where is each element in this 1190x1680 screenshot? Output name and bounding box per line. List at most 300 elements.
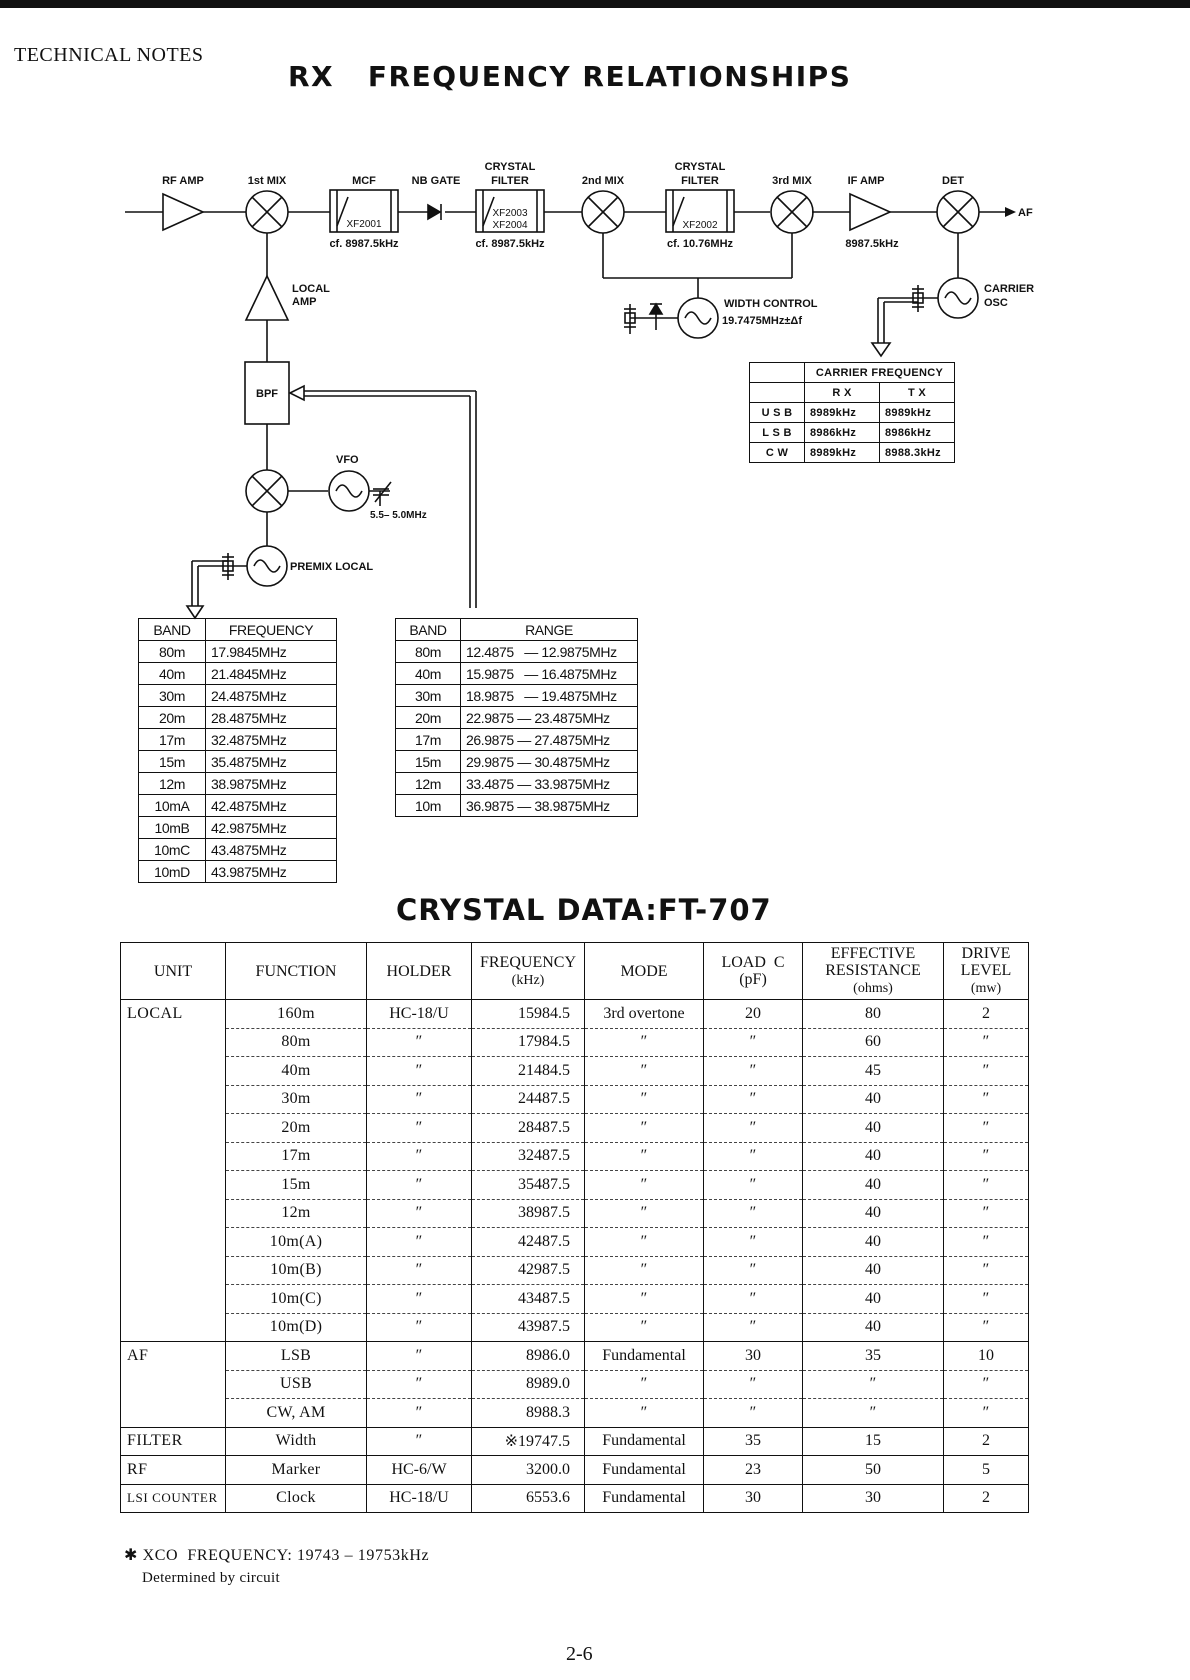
cell-holder: ″ [367,1370,472,1399]
cell-mode: ″ [585,1370,704,1399]
cell-holder: ″ [367,1057,472,1086]
premix-freq: 43.4875MHz [206,839,337,861]
table-row [396,729,638,751]
cell-mode: ″ [585,1057,704,1086]
cell-function: 15m [226,1171,367,1200]
table-row [139,685,337,707]
cell-mode: ″ [585,1256,704,1285]
premix-band: 12m [139,773,206,795]
cell-load: ″ [704,1028,803,1057]
carrier-mode: U S B [750,403,805,423]
table-row [396,663,638,685]
cell-res: 45 [803,1057,944,1086]
top-border [0,0,1190,8]
col-drive-label-2: LEVEL [960,962,1012,979]
col-load [704,943,803,1000]
premix-freq: 35.4875MHz [206,751,337,773]
cell-function: USB [226,1370,367,1399]
rf-amp-symbol [163,194,203,230]
cell-mode: ″ [585,1085,704,1114]
col-load-unit: (pF) [739,971,767,988]
table-row [396,685,638,707]
carrier-table-corner-2 [750,383,805,403]
col-function [226,943,367,1000]
cell-unit-label: LSI COUNTER [127,1490,218,1506]
cell-freq: 42987.5 [472,1256,585,1285]
premix-freq: 21.4845MHz [206,663,337,685]
nb-gate-diode [428,205,440,219]
cell-drive: ″ [944,1285,1029,1314]
col-unit-label: UNIT [153,962,193,980]
premix-freq: 42.4875MHz [206,795,337,817]
cell-function: 160m [226,1000,367,1029]
label-carrier-osc-l1: CARRIER [984,283,1035,295]
label-mcf-cf: cf. 8987.5kHz [329,238,399,250]
bpf-range: 18.9875 — 19.4875MHz [461,685,638,707]
cell-res: 60 [803,1028,944,1057]
premix-band: 10mA [139,795,206,817]
col-resistance [803,943,944,1000]
label-local-amp-l2: AMP [292,296,317,308]
col-mode [585,943,704,1000]
cell-drive: ″ [944,1057,1029,1086]
section-label: TECHNICAL NOTES [14,44,204,66]
cell-load: ″ [704,1057,803,1086]
col-resistance-label-2: RESISTANCE [825,962,921,979]
cell-holder: ″ [367,1028,472,1057]
cell-drive: ″ [944,1199,1029,1228]
cell-unit: RF [121,1456,226,1485]
cell-unit [121,1028,226,1057]
cell-unit [121,1085,226,1114]
cell-holder: ″ [367,1142,472,1171]
cell-mode: ″ [585,1313,704,1342]
cell-function: Width [226,1427,367,1456]
table-row [121,1427,1029,1456]
label-crystal-filter-2-l1: CRYSTAL [674,161,726,173]
cell-holder: HC-18/U [367,1000,472,1029]
table-row [139,729,337,751]
cell-drive: ″ [944,1028,1029,1057]
col-unit [121,943,226,1000]
label-crystal-filter-2-part: XF2002 [682,220,718,231]
page-number: 2-6 [566,1643,593,1665]
table-row [139,663,337,685]
premix-col-frequency: FREQUENCY [206,619,337,641]
cell-freq: 42487.5 [472,1228,585,1257]
carrier-frequency-table [749,362,955,463]
cell-res: ″ [803,1399,944,1428]
cell-mode: Fundamental [585,1456,704,1485]
premix-band: 40m [139,663,206,685]
cell-unit [121,1399,226,1428]
cell-freq: 21484.5 [472,1057,585,1086]
col-drive-label-1: DRIVE [961,945,1011,962]
cell-drive: 5 [944,1456,1029,1485]
cell-freq: 8988.3 [472,1399,585,1428]
cell-unit: AF [121,1342,226,1371]
premix-col-band: BAND [139,619,206,641]
table-row [121,1456,1029,1485]
col-load-label: LOAD C [721,954,785,971]
if-amp-symbol [850,194,890,230]
cell-function: LSB [226,1342,367,1371]
cell-res: ″ [803,1370,944,1399]
premix-freq: 43.9875MHz [206,861,337,883]
label-crystal-filter-1-l1: CRYSTAL [484,161,536,173]
cell-unit: LOCAL [121,1000,226,1029]
label-crystal-filter-2-cf: cf. 10.76MHz [666,238,734,250]
bpf-range: 12.4875 — 12.9875MHz [461,641,638,663]
premix-band: 15m [139,751,206,773]
cell-drive: ″ [944,1228,1029,1257]
footnote-xco: ✱ XCO FREQUENCY: 19743 – 19753kHz [124,1547,430,1564]
bpf-band: 30m [396,685,461,707]
cell-drive: ″ [944,1171,1029,1200]
cell-mode: ″ [585,1228,704,1257]
bpf-range: 26.9875 — 27.4875MHz [461,729,638,751]
label-3rd-mix: 3rd MIX [772,175,812,187]
cell-freq: 17984.5 [472,1028,585,1057]
label-premix-local: PREMIX LOCAL [290,561,374,573]
table-row [396,795,638,817]
cell-function: 30m [226,1085,367,1114]
cell-freq: 38987.5 [472,1199,585,1228]
cell-load: ″ [704,1199,803,1228]
label-crystal-filter-1-cf: cf. 8987.5kHz [475,238,545,250]
cell-freq: 8989.0 [472,1370,585,1399]
cell-load: 23 [704,1456,803,1485]
premix-band: 10mB [139,817,206,839]
bpf-range-table [395,618,638,817]
table-row [139,641,337,663]
col-drive [944,943,1029,1000]
premix-band: 10mD [139,861,206,883]
cell-freq: 28487.5 [472,1114,585,1143]
table-row [121,1313,1029,1342]
carrier-mode: L S B [750,423,805,443]
carrier-table-corner [750,363,805,383]
cell-mode: ″ [585,1199,704,1228]
cell-res: 40 [803,1228,944,1257]
bpf-band: 17m [396,729,461,751]
cell-load: ″ [704,1114,803,1143]
cell-drive: 10 [944,1342,1029,1371]
cell-holder: ″ [367,1285,472,1314]
cell-drive: ″ [944,1114,1029,1143]
carrier-rx: 8986kHz [805,423,880,443]
bpf-col-range: RANGE [461,619,638,641]
label-1st-mix: 1st MIX [247,175,287,187]
label-vfo: VFO [336,454,359,466]
col-resistance-label-1: EFFECTIVE [830,945,916,962]
footnote-determined: Determined by circuit [142,1570,280,1586]
cell-holder: ″ [367,1085,472,1114]
cell-drive: ″ [944,1142,1029,1171]
table-row [139,795,337,817]
table-row [139,839,337,861]
cell-mode: ″ [585,1028,704,1057]
cell-holder: HC-18/U [367,1484,472,1513]
premix-freq: 38.9875MHz [206,773,337,795]
carrier-rx: 8989kHz [805,443,880,463]
label-mcf-part: XF2001 [346,219,382,230]
carrier-mode: C W [750,443,805,463]
bpf-range: 15.9875 — 16.4875MHz [461,663,638,685]
premix-freq: 28.4875MHz [206,707,337,729]
col-mode-label: MODE [620,962,668,980]
carrier-table-title: CARRIER FREQUENCY [805,363,955,383]
cell-drive: ″ [944,1399,1029,1428]
bpf-range: 36.9875 — 38.9875MHz [461,795,638,817]
cell-load: ″ [704,1285,803,1314]
cell-holder: ″ [367,1313,472,1342]
table-row [750,443,955,463]
cell-load: ″ [704,1085,803,1114]
cell-freq: 8986.0 [472,1342,585,1371]
table-row [396,641,638,663]
cell-holder: ″ [367,1199,472,1228]
label-width-freq: 19.7475MHz±Δf [722,315,802,327]
premix-band: 17m [139,729,206,751]
cell-freq: 32487.5 [472,1142,585,1171]
cell-mode: ″ [585,1114,704,1143]
cell-function: 10m(D) [226,1313,367,1342]
col-function-label: FUNCTION [255,962,337,980]
label-crystal-filter-1-part1: XF2003 [492,208,528,219]
bpf-band: 10m [396,795,461,817]
cell-drive: 2 [944,1000,1029,1029]
label-bpf: BPF [256,388,278,400]
cell-res: 40 [803,1285,944,1314]
table-row [750,403,955,423]
cell-drive: 2 [944,1484,1029,1513]
cell-freq: 24487.5 [472,1085,585,1114]
label-2nd-mix: 2nd MIX [581,175,625,187]
col-holder-label: HOLDER [386,962,452,980]
table-row [139,861,337,883]
bpf-band: 20m [396,707,461,729]
table-row [750,423,955,443]
cell-holder: ″ [367,1228,472,1257]
cell-mode: ″ [585,1399,704,1428]
cell-load: 35 [704,1427,803,1456]
table-row [139,751,337,773]
cell-unit [121,1142,226,1171]
label-mcf: MCF [352,175,376,187]
cell-mode: 3rd overtone [585,1000,704,1029]
bpf-band: 15m [396,751,461,773]
table-row [121,1142,1029,1171]
table-row [121,1085,1029,1114]
cell-mode: ″ [585,1285,704,1314]
label-vfo-range: 5.5– 5.0MHz [370,510,427,521]
cell-function: 10m(C) [226,1285,367,1314]
cell-res: 15 [803,1427,944,1456]
local-amp-symbol [246,276,288,320]
cell-freq: 43487.5 [472,1285,585,1314]
table-row [121,1199,1029,1228]
cell-function: Clock [226,1484,367,1513]
cell-mode: ″ [585,1171,704,1200]
label-local-amp-l1: LOCAL [292,283,330,295]
cell-unit: FILTER [121,1427,226,1456]
cell-res: 40 [803,1313,944,1342]
table-row [139,773,337,795]
cell-holder: ″ [367,1171,472,1200]
cell-mode: Fundamental [585,1427,704,1456]
premix-band: 20m [139,707,206,729]
cell-freq: 43987.5 [472,1313,585,1342]
cell-freq: 6553.6 [472,1484,585,1513]
label-crystal-filter-1-part2: XF2004 [492,220,528,231]
carrier-tx: 8988.3kHz [880,443,955,463]
cell-function: 80m [226,1028,367,1057]
cell-function: 10m(A) [226,1228,367,1257]
cell-load: ″ [704,1171,803,1200]
table-row [121,1484,1029,1513]
table-row [121,1000,1029,1029]
label-if-amp: IF AMP [847,175,885,187]
carrier-table-col-tx: T X [880,383,955,403]
label-crystal-filter-1-l2: FILTER [491,175,529,187]
cell-function: 17m [226,1142,367,1171]
table-row [139,707,337,729]
label-nb-gate: NB GATE [411,175,461,187]
cell-mode: ″ [585,1142,704,1171]
cell-res: 80 [803,1000,944,1029]
label-af: AF [1018,207,1033,219]
carrier-rx: 8989kHz [805,403,880,423]
cell-drive: 2 [944,1427,1029,1456]
cell-load: 20 [704,1000,803,1029]
col-frequency-label: FREQUENCY [479,953,576,971]
cell-load: ″ [704,1399,803,1428]
carrier-table-col-rx: R X [805,383,880,403]
table-row [121,1342,1029,1371]
cell-unit [121,1484,226,1513]
cell-function: CW, AM [226,1399,367,1428]
premix-freq: 24.4875MHz [206,685,337,707]
bpf-range: 29.9875 — 30.4875MHz [461,751,638,773]
col-holder [367,943,472,1000]
carrier-tx: 8989kHz [880,403,955,423]
crystal-data-table [120,942,1029,1513]
cell-res: 40 [803,1142,944,1171]
cell-drive: ″ [944,1256,1029,1285]
cell-holder: ″ [367,1399,472,1428]
cell-mode: Fundamental [585,1484,704,1513]
cell-unit [121,1114,226,1143]
cell-unit [121,1285,226,1314]
page-title: RX FREQUENCY RELATIONSHIPS [288,60,852,93]
cell-res: 40 [803,1085,944,1114]
cell-unit [121,1370,226,1399]
cell-load: 30 [704,1342,803,1371]
table-row [121,1028,1029,1057]
block-diagram [0,140,1190,620]
premix-band: 80m [139,641,206,663]
cell-function: 12m [226,1199,367,1228]
cell-freq: 35487.5 [472,1171,585,1200]
label-width-control: WIDTH CONTROL [724,298,818,310]
cell-holder: ″ [367,1114,472,1143]
cell-load: ″ [704,1370,803,1399]
premix-freq: 32.4875MHz [206,729,337,751]
table-row [121,1114,1029,1143]
bpf-col-band: BAND [396,619,461,641]
carrier-tx: 8986kHz [880,423,955,443]
cell-load: ″ [704,1228,803,1257]
cell-res: 30 [803,1484,944,1513]
label-carrier-osc-l2: OSC [984,297,1008,309]
col-drive-unit: (mw) [970,981,1002,996]
premix-freq: 17.9845MHz [206,641,337,663]
cell-drive: ″ [944,1370,1029,1399]
cell-load: ″ [704,1313,803,1342]
cell-res: 40 [803,1171,944,1200]
table-row [396,773,638,795]
label-det: DET [942,175,964,187]
cell-load: ″ [704,1142,803,1171]
cell-holder: ″ [367,1427,472,1456]
cell-res: 40 [803,1199,944,1228]
premix-band: 30m [139,685,206,707]
bpf-range: 22.9875 — 23.4875MHz [461,707,638,729]
cell-unit [121,1256,226,1285]
premix-frequency-table [138,618,337,883]
table-row [396,707,638,729]
table-row [121,1228,1029,1257]
cell-res: 40 [803,1114,944,1143]
bpf-band: 40m [396,663,461,685]
table-row [121,1285,1029,1314]
table-row [121,1057,1029,1086]
cell-holder: HC-6/W [367,1456,472,1485]
cell-unit [121,1057,226,1086]
cell-function: 20m [226,1114,367,1143]
crystal-data-title: CRYSTAL DATA:FT-707 [396,893,772,927]
bpf-band: 12m [396,773,461,795]
cell-holder: ″ [367,1256,472,1285]
label-crystal-filter-2-l2: FILTER [681,175,719,187]
table-row [121,1171,1029,1200]
bpf-range: 33.4875 — 33.9875MHz [461,773,638,795]
cell-unit [121,1228,226,1257]
cell-holder: ″ [367,1342,472,1371]
cell-drive: ″ [944,1313,1029,1342]
table-row [121,1370,1029,1399]
cell-mode: Fundamental [585,1342,704,1371]
cell-unit [121,1313,226,1342]
cell-freq: ※19747.5 [472,1427,585,1456]
cell-freq: 15984.5 [472,1000,585,1029]
cell-load: 30 [704,1484,803,1513]
table-row [121,1399,1029,1428]
label-if-freq: 8987.5kHz [845,238,899,250]
table-row [121,1256,1029,1285]
cell-res: 40 [803,1256,944,1285]
cell-freq: 3200.0 [472,1456,585,1485]
col-frequency-unit: (kHz) [511,972,545,988]
bpf-band: 80m [396,641,461,663]
col-resistance-unit: (ohms) [853,981,893,996]
cell-function: 10m(B) [226,1256,367,1285]
col-frequency [472,943,585,1000]
cell-load: ″ [704,1256,803,1285]
cell-res: 50 [803,1456,944,1485]
cell-unit [121,1171,226,1200]
